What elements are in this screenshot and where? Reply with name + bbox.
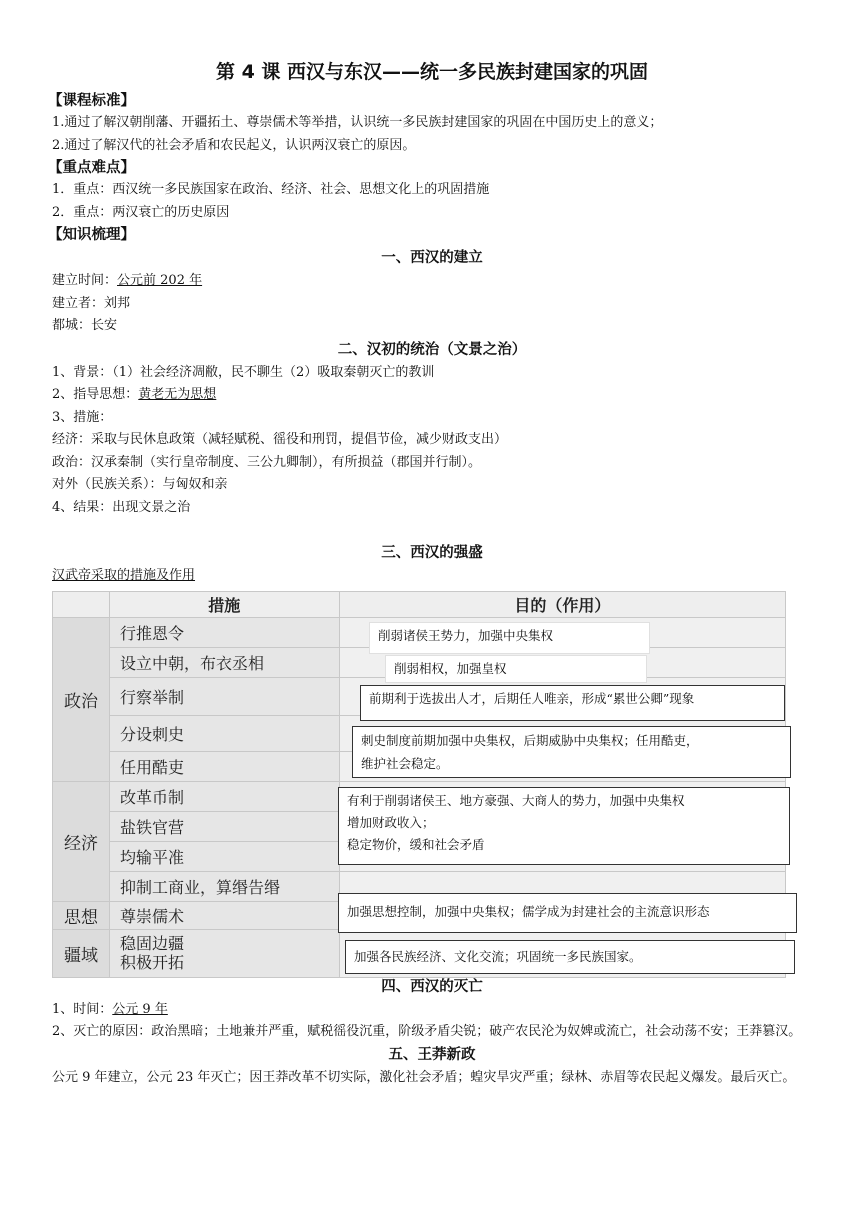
measure-economy: 经济：采取与民休息政策（减轻赋税、徭役和刑罚，提倡节俭，减少财政支出） xyxy=(52,432,508,447)
fall-time-label: 1、时间： xyxy=(52,1001,113,1017)
answer-box: 加强思想控制，加强中央集权；儒学成为封建社会的主流意识形态 xyxy=(338,893,797,933)
measure-cell: 抑制工商业，算缗告缗 xyxy=(109,871,339,901)
measure-cell: 行推恩令 xyxy=(109,617,339,647)
category-politics: 政治 xyxy=(53,617,110,781)
section-title: 五、王莽新政 xyxy=(388,1047,476,1063)
measure-foreign: 对外（民族关系）：与匈奴和亲 xyxy=(52,477,228,492)
answer-box: 刺史制度前期加强中央集权，后期威胁中央集权；任用酷吏， 维护社会稳定。 xyxy=(352,726,791,778)
table-header-blank xyxy=(53,591,110,617)
measure-cell: 盐铁官营 xyxy=(109,811,339,841)
ideology-value: 黄老无为思想 xyxy=(138,387,217,402)
founding-time xyxy=(52,270,812,293)
answer-box: 前期利于选拔出人才，后期任人唯亲，形成“累世公卿”现象 xyxy=(360,685,785,721)
ideology-label: 2、指导思想： xyxy=(52,387,139,402)
measure-cell: 尊崇儒术 xyxy=(109,901,339,929)
background: 1、背景：（1）社会经济凋敝，民不聊生（2）吸取秦朝灭亡的教训 xyxy=(52,364,435,380)
founding-time-label: 建立时间： xyxy=(52,273,118,288)
measure-politics: 政治：汉承秦制（实行皇帝制度、三公九卿制），有所损益（郡国并行制）。 xyxy=(52,454,482,470)
result: 4、结果：出现文景之治 xyxy=(52,499,191,515)
measure-cell: 均输平准 xyxy=(109,841,339,871)
document-page xyxy=(48,58,812,1089)
measure-cell: 任用酷吏 xyxy=(109,751,339,781)
key-points-heading: 【重点难点】 xyxy=(48,160,135,176)
section-title: 四、西汉的灭亡 xyxy=(381,978,483,995)
table-header-measure: 措施 xyxy=(109,591,339,617)
answer-box: 加强各民族经济、文化交流；巩固统一多民族国家。 xyxy=(345,940,795,974)
measure-cell: 改革币制 xyxy=(109,781,339,811)
standard-item: 1.通过了解汉朝削藩、开疆拓土、尊崇儒术等举措，认识统一多民族封建国家的巩固在中国历史上的意义； xyxy=(52,115,663,130)
measures-table-area xyxy=(52,591,812,975)
capital: 都城：长安 xyxy=(52,318,118,333)
table-subtitle: 汉武帝采取的措施及作用 xyxy=(52,568,196,583)
measure-cell: 稳固边疆 积极开拓 xyxy=(109,929,339,977)
category-territory: 疆域 xyxy=(53,929,110,977)
wang-mang-text: 公元 9 年建立，公元 23 年灭亡；因王莽改革不切实际，激化社会矛盾；蝗灾旱灾严重；绿林、赤眉等农民起义爆发。最后灭亡。 xyxy=(52,1070,796,1085)
answer-box: 削弱诸侯王势力，加强中央集权 xyxy=(369,622,650,654)
key-point-item: 2．重点：两汉衰亡的历史原因 xyxy=(52,204,230,220)
section-title: 三、西汉的强盛 xyxy=(381,545,483,561)
answer-box: 有利于削弱诸侯王、地方豪强、大商人的势力，加强中央集权 增加财政收入； 稳定物价，缓和社会矛盾 xyxy=(338,787,790,865)
standards-heading: 【课程标准】 xyxy=(48,93,135,109)
measure-cell: 行察举制 xyxy=(109,677,339,715)
section-title: 一、西汉的建立 xyxy=(381,250,483,266)
guiding-ideology xyxy=(52,384,812,407)
knowledge-heading: 【知识梳理】 xyxy=(48,227,135,243)
page-title: 第 4 课 西汉与东汉——统一多民族封建国家的巩固 xyxy=(215,61,649,83)
fall-cause: 2、灭亡的原因：政治黑暗；土地兼并严重，赋税徭役沉重，阶级矛盾尖锐；破产农民沦为奴婢或流亡，社会动荡不安；王莽篡汉。 xyxy=(52,1024,802,1039)
standard-item: 2.通过了解汉代的社会矛盾和农民起义，认识两汉衰亡的原因。 xyxy=(52,137,416,153)
category-economy: 经济 xyxy=(53,781,110,901)
measures-label: 3、措施： xyxy=(52,409,113,425)
key-point-item: 1．重点：西汉统一多民族国家在政治、经济、社会、思想文化上的巩固措施 xyxy=(52,182,490,197)
fall-time-value: 公元 9 年 xyxy=(112,1001,168,1017)
fall-time xyxy=(52,999,812,1022)
table-header-purpose: 目的（作用） xyxy=(339,591,785,617)
measure-cell: 分设刺史 xyxy=(109,715,339,751)
founding-time-value: 公元前 202 年 xyxy=(117,273,203,288)
measure-cell: 设立中朝，布衣丞相 xyxy=(109,647,339,677)
founder: 建立者：刘邦 xyxy=(52,295,131,311)
answer-box: 削弱相权，加强皇权 xyxy=(385,655,647,683)
section-title: 二、汉初的统治（文景之治） xyxy=(337,341,527,358)
category-thought: 思想 xyxy=(53,901,110,929)
